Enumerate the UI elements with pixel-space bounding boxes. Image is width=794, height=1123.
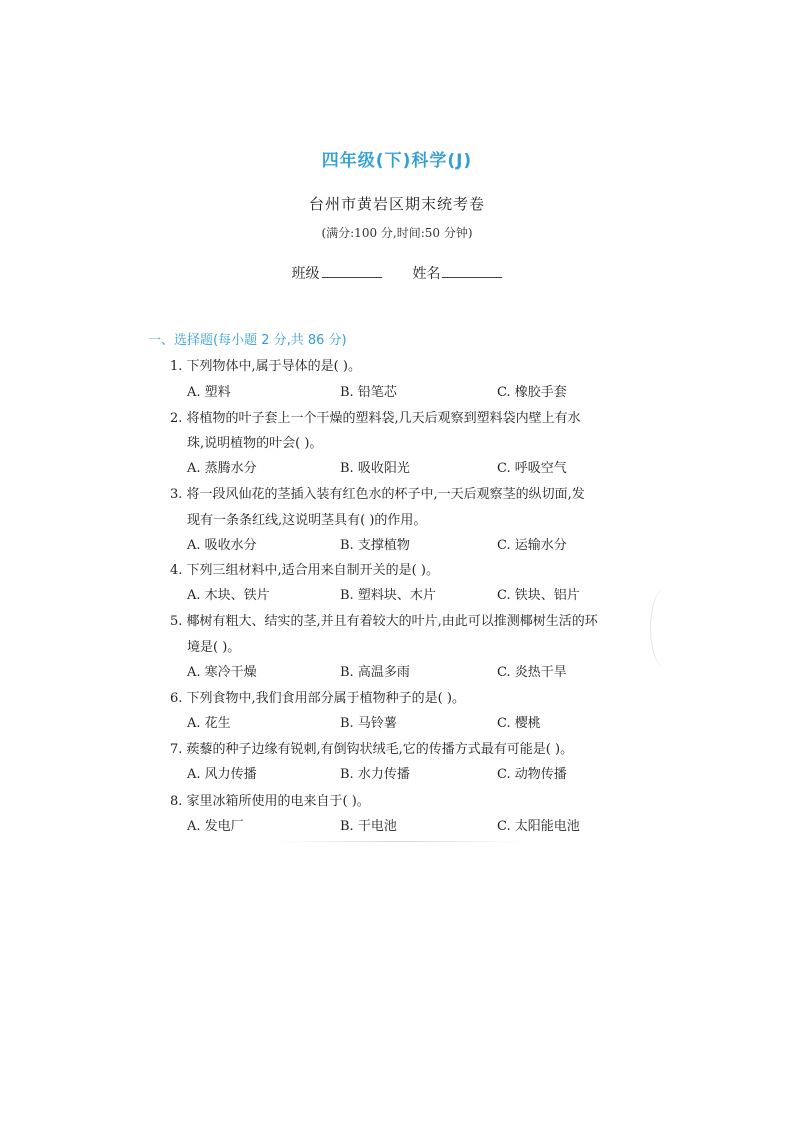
question-6-option-b: B. 马铃薯 [340, 716, 397, 731]
question-2-line-2: 珠,说明植物的叶会( )。 [187, 436, 323, 451]
name-blank[interactable] [442, 263, 502, 278]
question-7: 7. 蒺藜的种子边缘有锐刺,有倒钩状绒毛,它的传播方式最有可能是( )。 [170, 742, 574, 757]
question-3-line-1: 3. 将一段风仙花的茎插入装有红色水的杯子中,一天后观察茎的纵切面,发 [170, 487, 585, 502]
question-7-option-b: B. 水力传播 [340, 767, 410, 782]
question-2-line-1: 2. 将植物的叶子套上一个干燥的塑料袋,几天后观察到塑料袋内壁上有水 [170, 411, 581, 426]
question-7-option-c: C. 动物传播 [497, 767, 567, 782]
question-5-option-c: C. 炎热干旱 [497, 665, 567, 680]
scan-artifact-line [270, 841, 530, 842]
question-3-option-b: B. 支撑植物 [340, 538, 410, 553]
name-label: 姓名 [412, 266, 441, 282]
question-5-line-2: 境是( )。 [187, 640, 241, 655]
question-5-option-b: B. 高温多雨 [340, 665, 410, 680]
question-2-option-b: B. 吸收阳光 [340, 461, 410, 476]
question-4-option-c: C. 铁块、铝片 [497, 588, 580, 603]
question-6-option-c: C. 樱桃 [497, 716, 541, 731]
question-4-option-b: B. 塑料块、木片 [340, 588, 436, 603]
class-blank[interactable] [322, 263, 382, 278]
question-1-option-b: B. 铅笔芯 [340, 385, 397, 400]
student-fields [0, 263, 794, 283]
question-3-option-a: A. 吸收水分 [187, 538, 257, 553]
question-8-option-c: C. 太阳能电池 [497, 819, 580, 834]
question-5-line-1: 5. 椰树有粗大、结实的茎,并且有着较大的叶片,由此可以推测椰树生活的环 [170, 614, 598, 629]
question-1-option-a: A. 塑料 [187, 385, 231, 400]
question-6-option-a: A. 花生 [187, 716, 231, 731]
question-4-option-a: A. 木块、铁片 [187, 588, 270, 603]
question-5-option-a: A. 寒冷干燥 [187, 665, 257, 680]
section-title: 一、选择题(每小题 2 分,共 86 分) [148, 333, 347, 348]
question-3-option-c: C. 运输水分 [497, 538, 567, 553]
exam-subtitle: 台州市黄岩区期末统考卷 [308, 195, 485, 213]
exam-title: 四年级(下)科学(J) [321, 151, 473, 171]
question-1: 1. 下列物体中,属于导体的是( )。 [170, 359, 361, 374]
scan-edge-mark [650, 588, 681, 668]
score-info: (满分:100 分,时间:50 分钟) [321, 226, 473, 240]
question-8-option-a: A. 发电厂 [187, 819, 244, 834]
question-4: 4. 下列三组材料中,适合用来自制开关的是( )。 [170, 563, 439, 578]
question-8: 8. 家里冰箱所使用的电来自于( )。 [170, 794, 370, 809]
question-7-option-a: A. 风力传播 [187, 767, 257, 782]
question-2-option-a: A. 蒸腾水分 [187, 461, 257, 476]
question-8-option-b: B. 干电池 [340, 819, 397, 834]
question-3-line-2: 现有一条条红线,这说明茎具有( )的作用。 [187, 513, 427, 528]
question-6: 6. 下列食物中,我们食用部分属于植物种子的是( )。 [170, 691, 465, 706]
question-2-option-c: C. 呼吸空气 [497, 461, 567, 476]
question-1-option-c: C. 橡胶手套 [497, 385, 567, 400]
class-label: 班级 [291, 266, 320, 282]
